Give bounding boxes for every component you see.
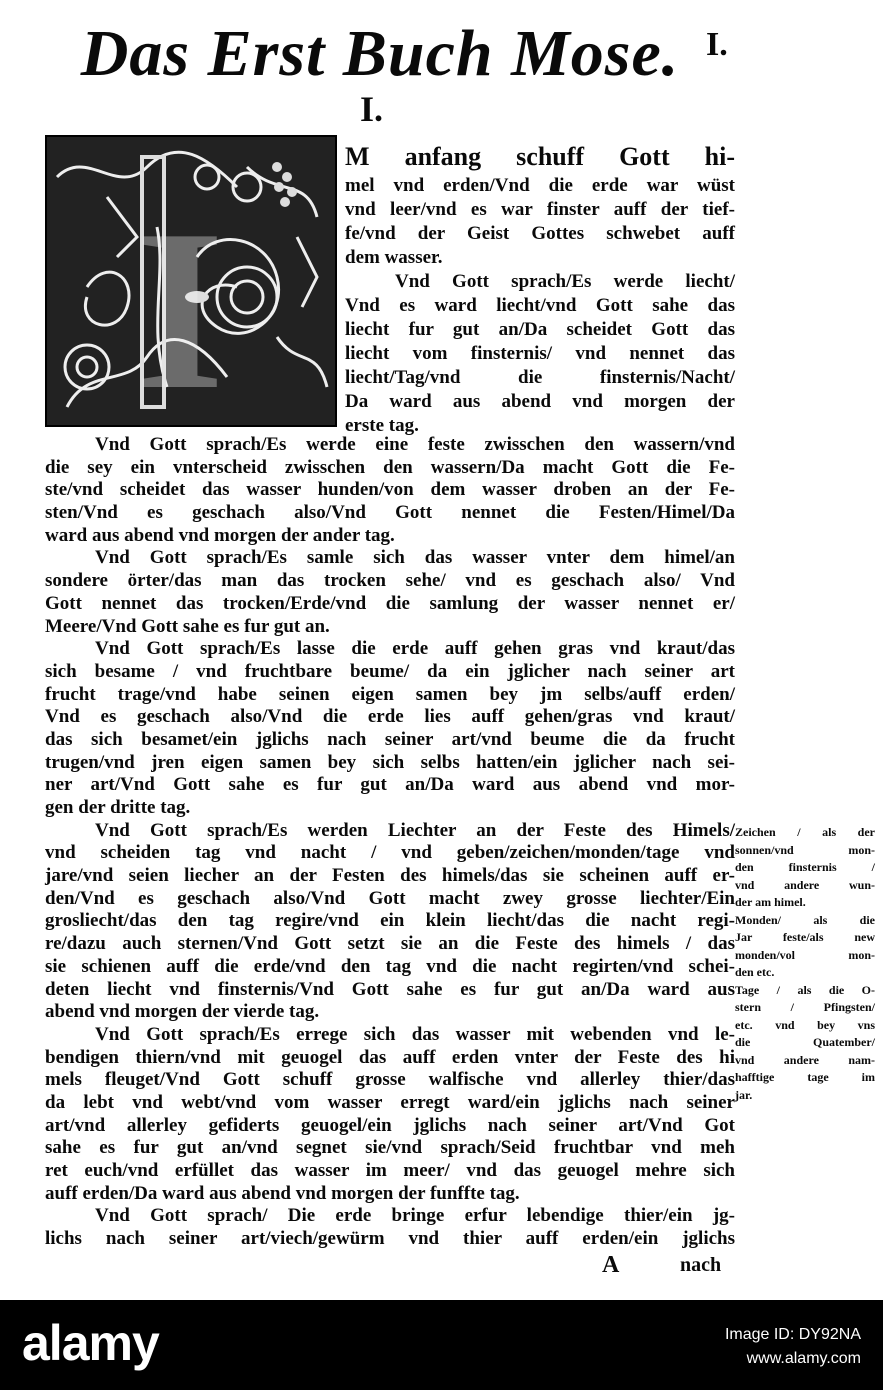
text-line: sich besame / vnd fruchtbare beume/ da ein jglicher nach seiner art: [45, 660, 735, 682]
text-line: Vnd es ward liecht/vnd Gott sahe das: [345, 295, 735, 316]
text-line: liecht/Tag/vnd die finsternis/Nacht/: [345, 367, 735, 388]
text-line: vnd andere nam-: [735, 1052, 875, 1067]
text-line: lichs nach seiner art/viech/gewürm vnd thier auff erden/ein jglichs: [45, 1228, 735, 1250]
text-line: die sey ein vnterscheid zwisschen den wassern/Da macht Gott die Fe-: [45, 456, 735, 478]
text-line: der am himel.: [735, 895, 806, 909]
page-title: Das Erst Buch Mose.: [80, 17, 680, 90]
text-line: jare/vnd seien liecher an der Festen des himels/das sie scheinen auff er-: [45, 865, 735, 887]
site-url: www.alamy.com: [746, 1350, 861, 1367]
text-line: etc. vnd bey vns: [735, 1017, 875, 1032]
text-line: frucht trage/vnd habe seinen eigen samen bey jm selbs/auff erden/: [45, 683, 735, 705]
text-line: M anfang schuff Gott hi-: [345, 142, 735, 171]
text-line: erste tag.: [345, 415, 419, 436]
chapter-number: I.: [360, 89, 384, 129]
opening-column: [345, 142, 735, 438]
text-line: Meere/Vnd Gott sahe es fur gut an.: [45, 615, 330, 637]
text-line: Gott nennet das trocken/Erde/vnd die samlung der wasser nennet er/: [45, 592, 735, 614]
margin-notes: [735, 824, 875, 1104]
text-line: sahe es fur gut an/vnd segnet sie/vnd sprach/Seid fruchtbar vnd meh: [45, 1137, 735, 1159]
text-line: stern / Pfingsten/: [735, 1000, 875, 1014]
page-number: I.: [706, 26, 728, 63]
text-line: deten liecht vnd finsternis/Vnd Gott sahe es fur gut an/Da ward aus: [45, 978, 735, 1000]
text-line: gen der dritte tag.: [45, 797, 191, 818]
text-line: dem wasser.: [345, 247, 443, 268]
text-line: trugen/vnd jren eigen samen bey sich selbs hatten/ein jglicher nach sei-: [45, 751, 735, 773]
text-line: Monden/ als die: [735, 912, 875, 927]
alamy-logo: alamy: [22, 1315, 159, 1371]
signature-mark: A: [602, 1252, 620, 1278]
text-line: Da ward aus abend vnd morgen der: [345, 391, 735, 412]
text-line: den/Vnd es geschach also/Vnd Gott macht zwey grosse liechter/Ein: [45, 887, 735, 909]
text-line: Vnd Gott sprach/Es werden Liechter an der Feste des Himels/: [95, 819, 735, 841]
image-id: Image ID: DY92NA: [724, 1326, 861, 1343]
text-line: vnd scheiden tag vnd nacht / vnd geben/zeichen/monden/tage vnd: [45, 842, 735, 864]
text-line: mels fleuget/Vnd Gott schuff grosse walfische vnd allerley thier/das: [45, 1069, 735, 1091]
text-line: ward aus abend vnd morgen der ander tag.: [45, 524, 395, 546]
text-line: Vnd Gott sprach/Es errege sich das wasser mit webenden vnd le-: [95, 1023, 735, 1045]
text-line: fe/vnd der Geist Gottes schwebet auff: [345, 223, 735, 244]
text-line: sonnen/vnd mon-: [735, 842, 875, 857]
text-line: monden/vol mon-: [735, 947, 875, 962]
text-line: ret euch/vnd erfüllet das wasser im meer/ vnd das geuogel mehre sich: [45, 1160, 735, 1181]
text-line: mel vnd erden/Vnd die erde war wüst: [345, 175, 735, 196]
text-line: sondere örter/das man das trocken sehe/ vnd es geschach also/ Vnd: [45, 570, 735, 592]
text-line: Jar feste/als new: [735, 930, 875, 944]
text-line: das sich besamet/ein jglichs nach seiner art/vnd beume die da frucht: [45, 728, 735, 750]
text-line: Vnd Gott sprach/Es lasse die erde auff gehen gras vnd kraut/das: [95, 638, 735, 660]
text-line: den etc.: [735, 965, 775, 979]
text-line: liecht fur gut an/Da scheidet Gott das: [345, 319, 735, 340]
watermark-bar: [0, 1300, 883, 1390]
text-line: grosliecht/das den tag regire/vnd ein klein liecht/das die nacht regi-: [45, 910, 735, 932]
text-line: jar.: [735, 1087, 753, 1102]
text-line: bendigen thiern/vnd mit geuogel das auff erden vnter der Feste des hi: [45, 1046, 735, 1068]
text-line: sie schienen auff die erde/vnd den tag vnd die nacht regirten/vnd schei-: [45, 955, 735, 977]
text-line: Vnd Gott sprach/Es werde liecht/: [395, 271, 735, 292]
text-line: liecht vom finsternis/ vnd nennet das: [345, 343, 735, 364]
text-line: da lebt vnd webt/vnd vom wasser erregt ward/ein jglichs nach seiner: [45, 1091, 735, 1113]
woodcut-initial: [45, 135, 337, 427]
initial-letter: I: [135, 182, 225, 425]
main-text: [45, 434, 735, 1251]
text-line: Vnd Gott sprach/ Die erde bringe erfur lebendige thier/ein jg-: [95, 1205, 735, 1227]
woodcut-illustration: [47, 137, 335, 425]
text-line: vnd leer/vnd es war finster auff der tief-: [345, 199, 735, 220]
text-line: re/dazu auch sternen/Vnd Gott setzt sie an die Feste des himels / das: [45, 933, 735, 955]
text-line: ner art/Vnd Gott sahe es fur gut an/Da ward aus abend vnd mor-: [45, 774, 735, 796]
text-line: Vnd es geschach also/Vnd die erde lies auff gehen/gras vnd kraut/: [45, 706, 735, 728]
text-line: die Quatember/: [735, 1035, 875, 1049]
text-line: Tage / als die O-: [735, 982, 875, 997]
text-line: Zeichen / als der: [735, 825, 875, 839]
catchword: nach: [680, 1254, 722, 1276]
text-line: den finsternis /: [735, 860, 875, 874]
text-line: vnd andere wun-: [735, 877, 875, 892]
text-line: art/vnd allerley gefiderts geuogel/ein jglichs nach seiner art/Vnd Got: [45, 1114, 735, 1136]
text-line: sten/Vnd es geschach also/Vnd Gott nennet die Festen/Himel/Da: [45, 502, 735, 524]
text-line: Vnd Gott sprach/Es samle sich das wasser vnter dem himel/an: [95, 547, 735, 569]
text-line: ste/vnd scheidet das wasser hunden/von dem wasser droben an der Fe-: [45, 479, 735, 501]
text-line: hafftige tage im: [735, 1070, 875, 1084]
text-line: Vnd Gott sprach/Es werde eine feste zwisschen den wassern/vnd: [95, 434, 735, 455]
text-line: auff erden/Da ward aus abend vnd morgen der funffte tag.: [45, 1182, 520, 1204]
text-line: abend vnd morgen der vierde tag.: [45, 1001, 320, 1023]
